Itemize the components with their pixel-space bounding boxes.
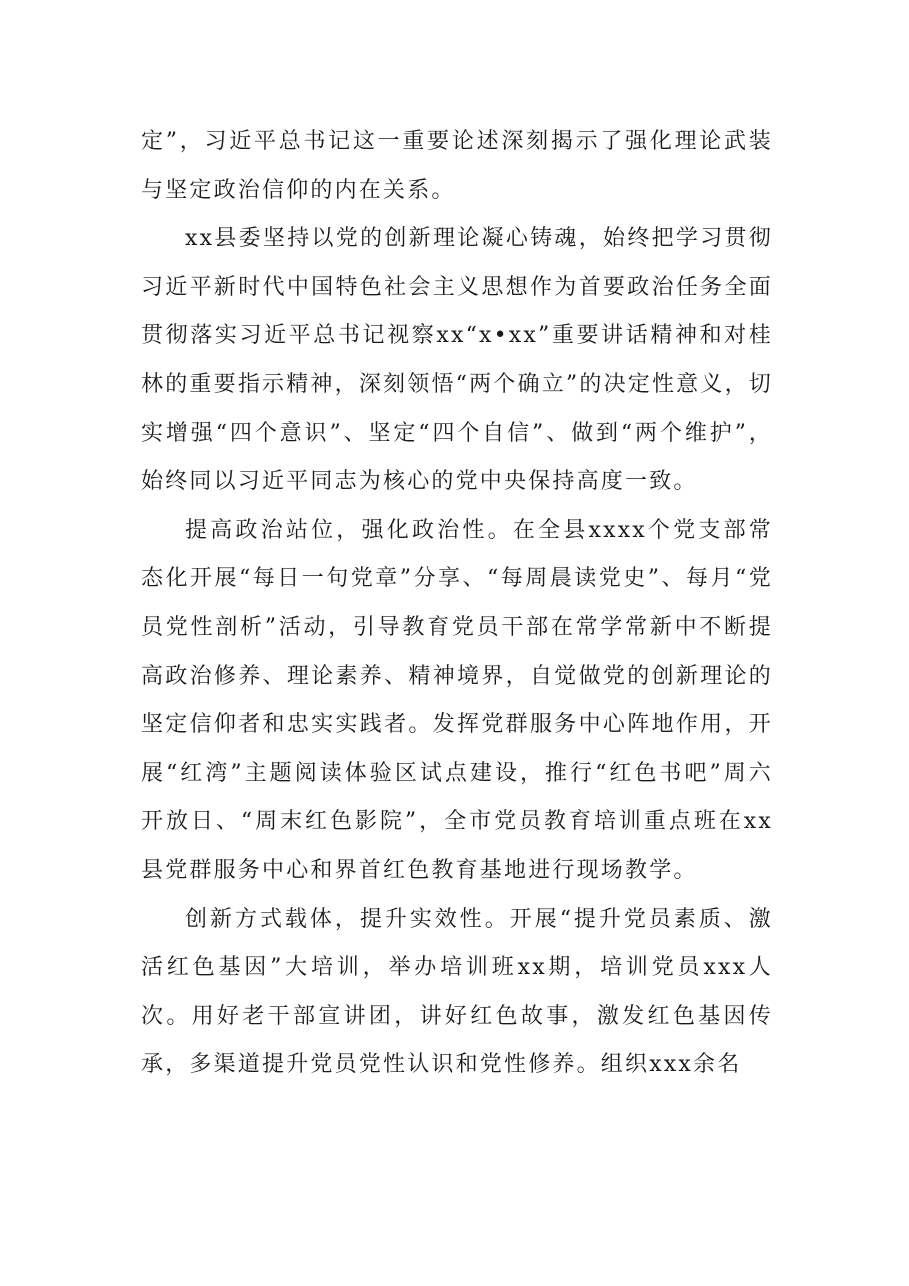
paragraph-3: 提高政治站位，强化政治性。在全县xxxx个党支部常态化开展“每日一句党章”分享、“每周晨读党史”、每月“党员党性剖析”活动，引导教育党员干部在常学常新中不断提高政治修养、理论素养、精神境界，自觉做党的创新理论的坚定信仰者和忠实实践者。发挥党群服务中心阵地作用，开展“红湾”主题阅读体验区试点建设，推行“红色书吧”周六开放日、“周末红色影院”，全市党员教育培训重点班在xx县党群服务中心和界首红色教育基地进行现场教学。 [141,517,773,883]
paragraph-2: xx县委坚持以党的创新理论凝心铸魂，始终把学习贯彻习近平新时代中国特色社会主义思想作为首要政治任务全面贯彻落实习近平总书记视察xx“x•xx”重要讲话精神和对桂林的重要指示精神，深刻领悟“两个确立”的决定性意义，切实增强“四个意识”、坚定“四个自信”、做到“两个维护”，始终同以习近平同志为核心的党中央保持高度一致。 [141,226,773,495]
document-body [141,118,773,1090]
paragraph-1: 定”，习近平总书记这一重要论述深刻揭示了强化理论武装与坚定政治信仰的内在关系。 [141,129,773,203]
paragraph-4: 创新方式载体，提升实效性。开展“提升党员素质、激活红色基因”大培训，举办培训班xx期，培训党员xxx人次。用好老干部宣讲团，讲好红色故事，激发红色基因传承，多渠道提升党员党性认识和党性修养。组织xxx余名 [141,906,773,1078]
